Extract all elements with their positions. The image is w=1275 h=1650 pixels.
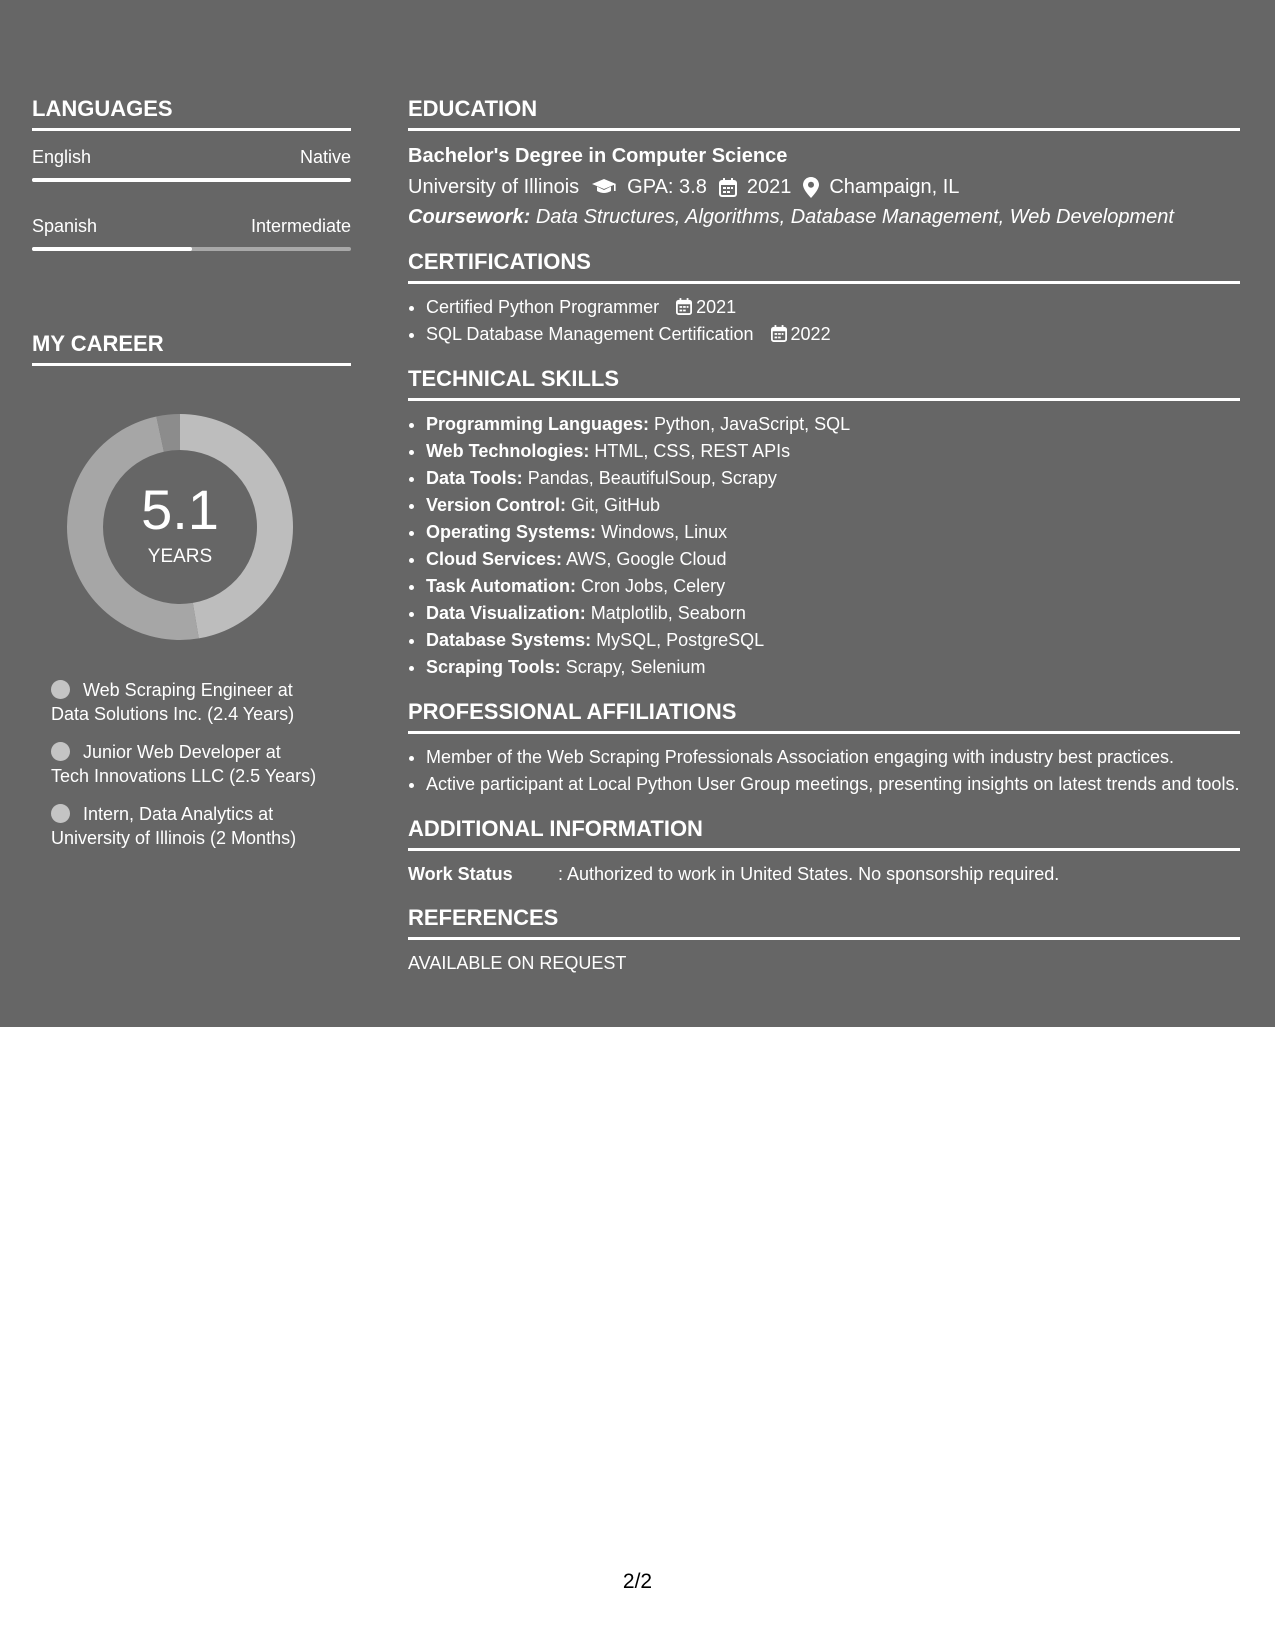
certifications-section [408,249,1240,348]
skill-label: Data Visualization: [426,603,586,623]
certifications-title: CERTIFICATIONS [408,249,1240,284]
skill-item [426,627,1240,654]
references-section [408,905,1240,976]
page-number: 2/2 [622,1570,653,1593]
skill-item [426,492,1240,519]
career-donut-chart [65,412,295,642]
certifications-list [408,294,1240,348]
certification-item [426,294,1240,321]
career-job-item [51,802,351,850]
language-item-spanish [32,214,351,251]
skill-value: Scrapy, Selenium [565,657,706,677]
career-total-years: 5.1 [141,478,219,541]
certification-item [426,321,1240,348]
calendar-icon [719,178,737,197]
work-status-label: Work Status [408,864,513,884]
skill-label: Cloud Services: [426,549,563,569]
affiliation-item: • Member of the Web Scraping Professionals Association engaging with industry best practices. [426,744,1240,771]
language-item-english [32,145,351,182]
skill-value: Windows, Linux [601,522,728,542]
skill-label: Database Systems: [426,630,592,650]
affiliations-section [408,699,1240,798]
location-pin-icon [803,177,819,198]
skill-value: HTML, CSS, REST APIs [594,441,791,461]
coursework-list: Data Structures, Algorithms, Database Management, Web Development [535,206,1174,228]
education-section [408,96,1240,231]
education-details [408,173,1240,201]
skill-value: Pandas, BeautifulSoup, Scrapy [527,468,777,488]
job-title: Intern, Data Analytics at [83,804,274,824]
skill-value: Python, JavaScript, SQL [654,414,851,434]
skill-label: Data Tools: [426,468,523,488]
languages-section [32,96,351,251]
career-years-unit: YEARS [147,546,213,567]
job-title: Web Scraping Engineer at [83,680,293,700]
certification-name: Certified Python Programmer [426,297,660,317]
skills-list [408,411,1240,681]
language-name: English [32,147,92,167]
skill-item [426,411,1240,438]
career-job-item [51,678,351,726]
education-gpa: GPA: 3.8 [627,176,707,198]
skill-label: Operating Systems: [426,522,597,542]
skill-value: Matplotlib, Seaborn [590,603,746,623]
skill-item [426,600,1240,627]
skill-label: Programming Languages: [426,414,650,434]
affiliations-list [408,744,1240,798]
language-name: Spanish [32,216,98,236]
legend-dot-icon [51,804,70,823]
career-title: MY CAREER [32,331,351,366]
additional-section [408,816,1240,887]
affiliation-item: • Active participant at Local Python User Group meetings, presenting insights on latest trends and tools. [426,771,1240,798]
work-status-value: : Authorized to work in United States. No sponsorship required. [558,864,1060,884]
education-coursework [408,203,1240,231]
skills-section [408,366,1240,681]
skill-label: Web Technologies: [426,441,590,461]
language-bar [32,247,351,251]
language-bar [32,178,351,182]
skills-title: TECHNICAL SKILLS [408,366,1240,401]
education-year: 2021 [746,176,792,198]
career-job-list [51,678,351,850]
certification-year: 2021 [696,297,737,317]
job-title: Junior Web Developer at [83,742,281,762]
certification-year: 2022 [790,324,831,344]
right-column [408,96,1240,994]
skill-value: AWS, Google Cloud [566,549,727,569]
skill-item [426,546,1240,573]
skill-label: Scraping Tools: [426,657,561,677]
certification-name: SQL Database Management Certification [426,324,754,344]
education-degree: Bachelor's Degree in Computer Science [408,145,788,167]
references-title: REFERENCES [408,905,1240,940]
job-company: Tech Innovations LLC (2.5 Years) [51,766,317,786]
references-text: AVAILABLE ON REQUEST [408,953,627,973]
work-status-row [408,861,1240,887]
skill-item [426,573,1240,600]
job-company: University of Illinois (2 Months) [51,828,297,848]
calendar-icon [676,298,692,315]
skill-value: Git, GitHub [571,495,661,515]
left-column [32,96,351,864]
languages-title: LANGUAGES [32,96,351,131]
calendar-icon [771,325,787,342]
legend-dot-icon [51,742,70,761]
legend-dot-icon [51,680,70,699]
education-title: EDUCATION [408,96,1240,131]
skill-value: MySQL, PostgreSQL [596,630,765,650]
career-job-item [51,740,351,788]
additional-title: ADDITIONAL INFORMATION [408,816,1240,851]
language-bar-fill [32,178,351,182]
coursework-label: Coursework: [408,206,531,228]
skill-item [426,654,1240,681]
career-section [32,331,351,850]
job-company: Data Solutions Inc. (2.4 Years) [51,704,295,724]
language-level: Native [299,147,351,167]
skill-label: Task Automation: [426,576,577,596]
skill-item [426,519,1240,546]
language-level: Intermediate [250,216,351,236]
skill-item [426,465,1240,492]
skill-item [426,438,1240,465]
skill-value: Cron Jobs, Celery [581,576,726,596]
language-bar-fill [32,247,192,251]
skill-label: Version Control: [426,495,567,515]
education-school: University of Illinois [408,176,580,198]
affiliations-title: PROFESSIONAL AFFILIATIONS [408,699,1240,734]
education-location: Champaign, IL [829,176,960,198]
graduation-cap-icon [591,178,617,196]
